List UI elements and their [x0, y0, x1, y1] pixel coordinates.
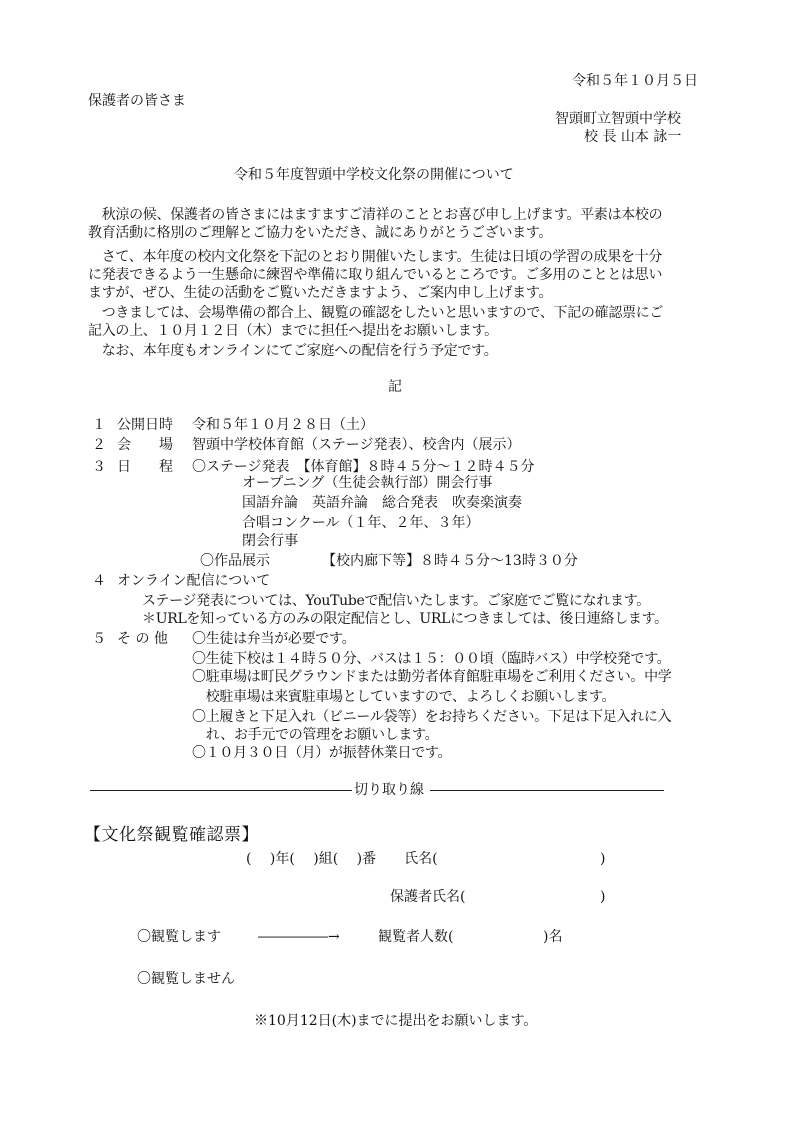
item-label: 日 程 — [117, 459, 173, 475]
item-number: ５ — [92, 631, 106, 647]
not-attend-option: 〇観覧しません — [137, 971, 235, 987]
body-line: 教育活動に格別のご理解とご協力をいただき、誠にありがとうございます。 — [88, 225, 553, 241]
arrow-icon: ―――――→ — [258, 929, 340, 945]
other-line: れ、お手元での管理をお願いします。 — [192, 727, 439, 743]
item-label: オンライン配信について — [117, 573, 271, 589]
attendee-count-label: 観覧者人数( — [378, 929, 454, 945]
body-line: つきましては、会場準備の都合上、観覧の確認をしたいと思いますので、下記の確認票にご — [88, 305, 664, 321]
attend-option: 〇観覧します — [137, 929, 221, 945]
body-line: 記入の上、１０月１２日（木）までに担任へ提出をお願いします。 — [88, 323, 498, 339]
other-line: 〇生徒下校は１４時５０分、バスは１５：００頃（臨時バス）中学校発です。 — [192, 651, 671, 667]
item-content: 〇ステージ発表 【体育館】８時４５分～１２時４５分 — [192, 459, 535, 475]
recipient: 保護者の皆さま — [88, 93, 186, 109]
body-line: ますが、ぜひ、生徒の活動をご覧いただきますよう、ご案内申し上げます。 — [88, 285, 553, 301]
item-number: ４ — [92, 573, 106, 589]
cut-line-right — [430, 790, 664, 791]
item-content: 智頭中学校体育館（ステージ発表）、校舎内（展示） — [192, 437, 521, 453]
body-line: さて、本年度の校内文化祭を下記のとおり開催いたします。生徒は日頃の学習の成果を十分 — [88, 249, 662, 265]
online-line: ＊URLを知っている方のみの限定配信とし、URLにつきましては、後日連絡します。 — [142, 611, 668, 627]
body-line: なお、本年度もオンラインにてご家庭への配信を行う予定です。 — [88, 343, 498, 359]
other-line: 〇１０月３０日（月）が振替休業日です。 — [192, 745, 452, 761]
item-number: １ — [92, 417, 106, 433]
principal-name: 校 長 山本 詠一 — [584, 129, 682, 145]
attendee-count-close: )名 — [543, 929, 563, 945]
deadline-note: ※10月12日(木)までに提出をお願いします。 — [254, 1013, 538, 1029]
class-row-close: ) — [600, 851, 606, 867]
exhibit-place-time: 【校内廊下等】８時４５分～13時３０分 — [322, 553, 578, 569]
class-row: ( )年( )組( )番 氏名( — [246, 851, 438, 867]
cut-line-left — [90, 790, 352, 791]
document-title: 令和５年度智頭中学校文化祭の開催について — [234, 167, 514, 183]
item-number: ２ — [92, 437, 106, 453]
exhibit-name: 〇作品展示 — [200, 553, 270, 569]
other-line: 〇上履きと下足入れ（ビニール袋等）をお持ちください。下足は下足入れに入 — [192, 709, 672, 725]
item-number: ３ — [92, 459, 106, 475]
body-line: に発表できるよう一生懸命に練習や準備に取り組んでいるところです。ご多用のこととは思い — [88, 267, 663, 283]
document-date: 令和５年１０月５日 — [572, 73, 698, 89]
school-name: 智頭町立智頭中学校 — [555, 111, 681, 127]
body-line: 秋涼の候、保護者の皆さまにはますますご清祥のこととお喜び申し上げます。平素は本校の — [88, 207, 663, 223]
item-label: 会 場 — [117, 437, 173, 453]
item-label: 公開日時 — [117, 417, 173, 433]
other-line: 〇生徒は弁当が必要です。 — [192, 631, 356, 647]
schedule-line: オープニング（生徒会執行部）開会行事 — [242, 475, 493, 491]
schedule-line: 閉会行事 — [242, 533, 298, 549]
guardian-name-close: ) — [600, 889, 606, 905]
item-content: 令和５年１０月２８日（土） — [192, 417, 374, 433]
ki-heading: 記 — [388, 379, 402, 395]
schedule-line: 国語弁論 英語弁論 総合発表 吹奏楽演奏 — [242, 495, 522, 511]
cut-line-label: 切り取り線 — [354, 782, 424, 798]
slip-heading: 【文化祭観覧確認票】 — [84, 825, 259, 845]
schedule-line: 合唱コンクール（１年、２年、３年） — [242, 515, 480, 531]
item-label: そ の 他 — [117, 631, 168, 647]
guardian-name-label: 保護者氏名( — [390, 889, 466, 905]
online-line: ステージ発表については、YouTubeで配信いたします。ご家庭でご覧になれます。 — [142, 593, 650, 609]
other-line: 〇駐車場は町民グラウンドまたは勤労者体育館駐車場をご利用ください。中学 — [192, 669, 672, 685]
other-line: 校駐車場は来賓駐車場としていますので、よろしくお願いします。 — [192, 689, 616, 705]
